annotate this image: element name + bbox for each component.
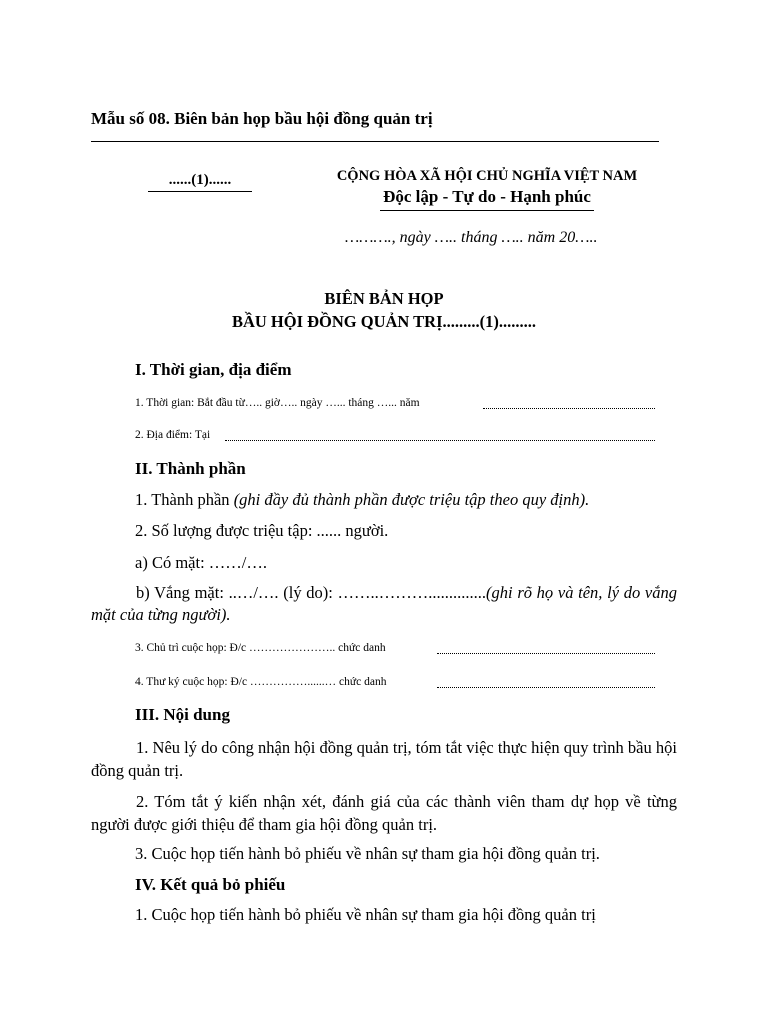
meeting-place-line: 2. Địa điểm: Tại bbox=[135, 429, 211, 441]
chairperson-line: 3. Chủ trì cuộc họp: Đ/c ………………….. chức danh bbox=[135, 642, 386, 654]
meeting-time-fill bbox=[483, 408, 655, 409]
meeting-place-fill bbox=[225, 440, 655, 441]
secretary-line: 4. Thư ký cuộc họp: Đ/c ……………......… chức danh bbox=[135, 676, 387, 688]
national-motto: Độc lập - Tự do - Hạnh phúc bbox=[383, 187, 591, 206]
participants-label: 1. Thành phần bbox=[135, 490, 234, 509]
absent-count-note: (ghi rõ họ và tên, lý do vắng mặt của từng người). bbox=[91, 583, 677, 624]
place-date-line: ………., ngày ….. tháng ….. năm 20….. bbox=[345, 229, 598, 246]
section-4-heading: IV. Kết quả bỏ phiếu bbox=[135, 875, 286, 894]
meeting-time-line: 1. Thời gian: Bắt đầu từ….. giờ….. ngày …... tháng …... năm bbox=[135, 397, 420, 409]
section-2-heading: II. Thành phần bbox=[135, 459, 246, 478]
content-item-1-text: 1. Nêu lý do công nhận hội đồng quản trị, tóm tắt việc thực hiện quy trình bầu hội đồng quản trị. bbox=[91, 738, 677, 780]
organization-placeholder: ......(1)...... bbox=[168, 172, 232, 188]
secretary-fill bbox=[437, 687, 655, 688]
absent-count-paragraph bbox=[91, 582, 677, 626]
organization-underline bbox=[148, 191, 252, 192]
section-1-heading: I. Thời gian, địa điểm bbox=[135, 360, 292, 379]
content-item-2 bbox=[91, 790, 677, 836]
invited-count-line: 2. Số lượng được triệu tập: ...... người. bbox=[135, 521, 389, 540]
content-item-2-text: 2. Tóm tắt ý kiến nhận xét, đánh giá của các thành viên tham dự họp về từng người được giới thiệu để tham gia hội đồng quản trị. bbox=[91, 792, 677, 834]
present-count-line: a) Có mặt: ……/…. bbox=[135, 553, 267, 572]
document-subtitle: BẦU HỘI ĐỒNG QUẢN TRỊ.........(1)......... bbox=[231, 312, 537, 331]
chairperson-fill bbox=[437, 653, 655, 654]
motto-underline bbox=[380, 210, 594, 211]
participants-line bbox=[135, 490, 589, 510]
content-item-3: 3. Cuộc họp tiến hành bỏ phiếu về nhân sự tham gia hội đồng quản trị. bbox=[135, 844, 600, 863]
voting-item-1: 1. Cuộc họp tiến hành bỏ phiếu về nhân sự tham gia hội đồng quản trị bbox=[135, 905, 596, 924]
content-item-1 bbox=[91, 736, 677, 782]
form-title: Mẫu số 08. Biên bản họp bầu hội đồng quản trị bbox=[91, 109, 433, 128]
document-title: BIÊN BẢN HỌP bbox=[324, 289, 444, 308]
absent-count-label: b) Vắng mặt: ..…/…. (lý do): ……..……….............. bbox=[136, 583, 487, 602]
participants-note: (ghi đầy đủ thành phần được triệu tập theo quy định). bbox=[233, 490, 590, 509]
section-3-heading: III. Nội dung bbox=[135, 705, 230, 724]
national-title: CỘNG HÒA XÃ HỘI CHỦ NGHĨA VIỆT NAM bbox=[336, 168, 638, 184]
header-divider bbox=[91, 141, 659, 142]
